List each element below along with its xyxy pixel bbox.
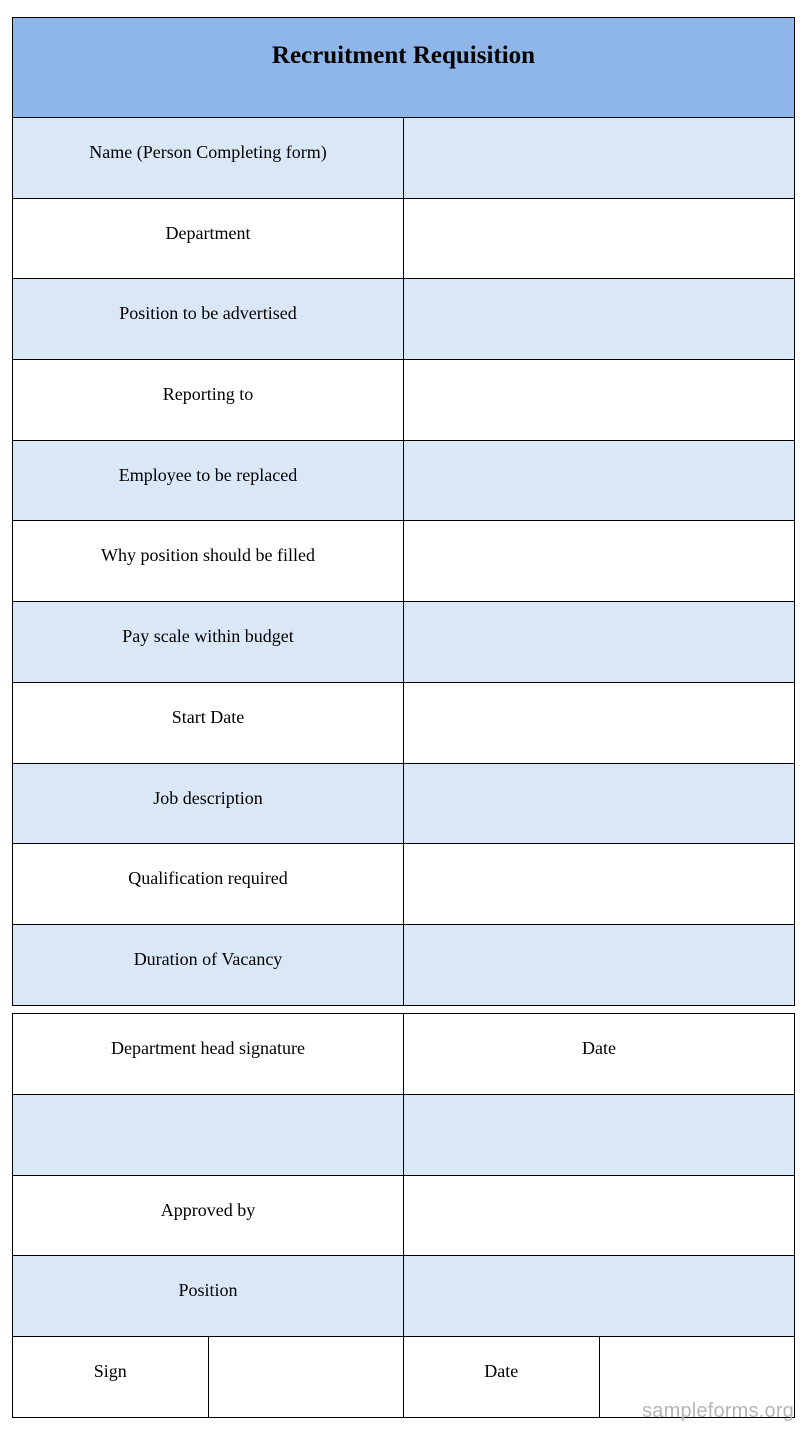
form-row-start-date <box>13 682 795 763</box>
label-dept-head-signature: Department head signature <box>13 1014 404 1095</box>
label-employee-replaced: Employee to be replaced <box>13 440 404 521</box>
form-row-why-filled <box>13 521 795 602</box>
field-job-description[interactable] <box>404 763 795 844</box>
form-row-name <box>13 118 795 199</box>
field-pay-scale[interactable] <box>404 602 795 683</box>
form-row-position-advertised <box>13 279 795 360</box>
form-row-department <box>13 198 795 279</box>
label-why-filled: Why position should be filled <box>13 521 404 602</box>
label-job-description: Job description <box>13 763 404 844</box>
label-position: Position <box>13 1256 404 1337</box>
form-row-job-description <box>13 763 795 844</box>
approval-header-row <box>13 1014 795 1095</box>
label-name: Name (Person Completing form) <box>13 118 404 199</box>
recruitment-requisition-form <box>12 17 795 1006</box>
form-row-duration-vacancy <box>13 924 795 1005</box>
label-reporting-to: Reporting to <box>13 360 404 441</box>
watermark: sampleforms.org <box>642 1400 794 1422</box>
approved-by-row <box>13 1175 795 1256</box>
field-why-filled[interactable] <box>404 521 795 602</box>
label-approved-by: Approved by <box>13 1175 404 1256</box>
label-sign-date: Date <box>404 1337 600 1418</box>
form-title: Recruitment Requisition <box>13 18 795 118</box>
form-row-pay-scale <box>13 602 795 683</box>
field-qualification[interactable] <box>404 844 795 925</box>
label-start-date: Start Date <box>13 682 404 763</box>
field-position-advertised[interactable] <box>404 279 795 360</box>
field-employee-replaced[interactable] <box>404 440 795 521</box>
label-department: Department <box>13 198 404 279</box>
field-department[interactable] <box>404 198 795 279</box>
field-reporting-to[interactable] <box>404 360 795 441</box>
form-row-employee-replaced <box>13 440 795 521</box>
label-pay-scale: Pay scale within budget <box>13 602 404 683</box>
approval-section <box>12 1013 795 1418</box>
label-qualification: Qualification required <box>13 844 404 925</box>
position-row <box>13 1256 795 1337</box>
form-row-reporting-to <box>13 360 795 441</box>
approval-signature-row <box>13 1094 795 1175</box>
field-sign[interactable] <box>208 1337 404 1418</box>
field-approved-by[interactable] <box>404 1175 795 1256</box>
label-position-advertised: Position to be advertised <box>13 279 404 360</box>
field-date[interactable] <box>404 1094 795 1175</box>
field-start-date[interactable] <box>404 682 795 763</box>
label-duration-vacancy: Duration of Vacancy <box>13 924 404 1005</box>
label-date: Date <box>404 1014 795 1095</box>
field-name[interactable] <box>404 118 795 199</box>
field-position[interactable] <box>404 1256 795 1337</box>
field-duration-vacancy[interactable] <box>404 924 795 1005</box>
label-sign: Sign <box>13 1337 209 1418</box>
form-row-qualification <box>13 844 795 925</box>
field-dept-head-signature[interactable] <box>13 1094 404 1175</box>
